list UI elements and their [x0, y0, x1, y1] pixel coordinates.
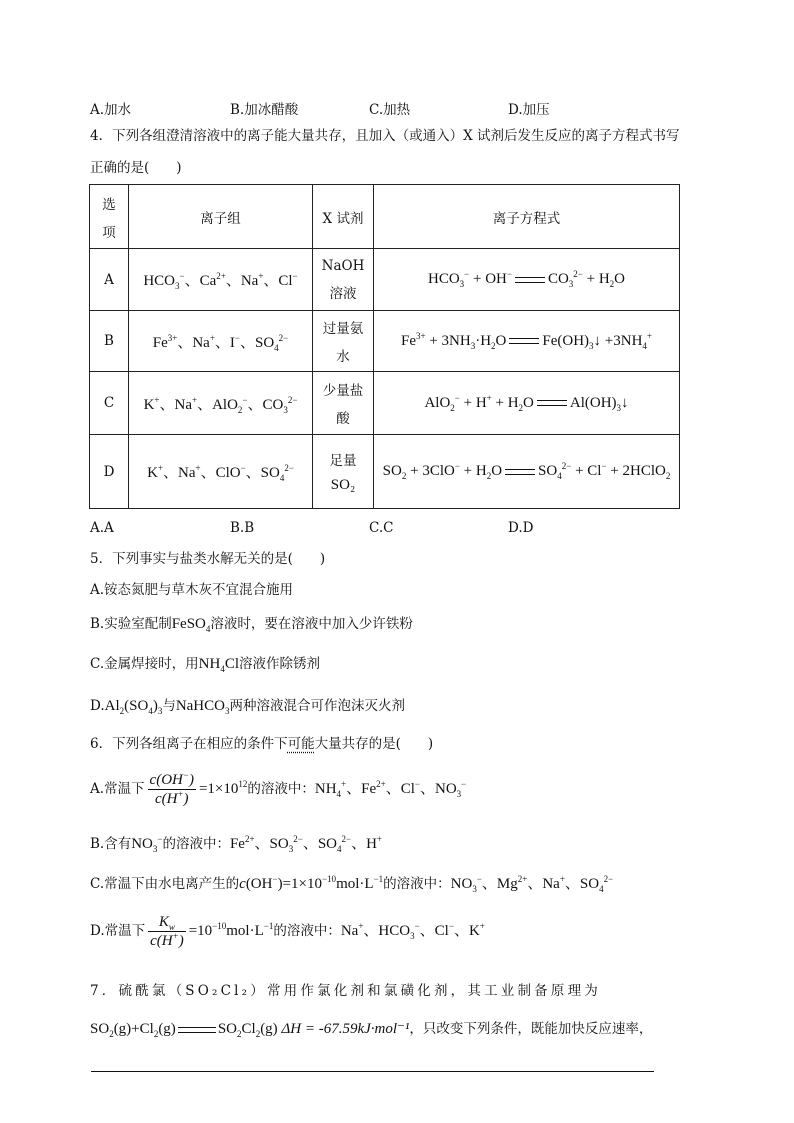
table-header-row [90, 185, 680, 249]
row-option: A [90, 249, 129, 311]
table-row [90, 372, 680, 435]
option-b: B.加冰醋酸 [230, 102, 299, 118]
q6-option-d: D.常温下 $\frac{K_w}{c(H^+)}$ $=10^{-10}mol\cdot L^{-1}$的溶液中：Na+、$HCO_3^-$、Cl−、K+ [90, 914, 485, 949]
q6-stem: 6．下列各组离子在相应的条件下可能大量共存的是( ) [90, 736, 434, 752]
ionic-equation: $SO_2 + 3ClO^- + H_2O$ $SO_4^{2-} + Cl^-$ + 2HClO$_2$ [374, 435, 680, 509]
option-a: A.加水 [90, 102, 132, 118]
ion-group: $Fe^{3+}$、Na+、I−、$SO_4^{2-}$ [129, 311, 313, 372]
header-reagent: X 试剂 [313, 185, 374, 249]
header-ion-group: 离子组 [129, 185, 313, 249]
ion-group: K+、Na+、ClO−、$SO_4^{2-}$ [129, 435, 313, 509]
q4-table [89, 184, 680, 509]
reagent: 足量 SO₂ [313, 435, 374, 509]
ion-group: K+、Na+、AlO$_2$−、$CO_3^{2-}$ [129, 372, 313, 435]
option-c: C.加热 [369, 102, 411, 118]
option-d: D.加压 [508, 102, 550, 118]
header-option: 选 项 [90, 185, 129, 249]
ionic-equation: $AlO_2^- + H^+ + H_2O$ $Al(OH)_3↓$ [374, 372, 680, 435]
q4-option-a: A.A [90, 520, 114, 536]
table-row [90, 249, 680, 311]
q4-stem-line2: 正确的是( ) [90, 160, 182, 176]
reagent: 过量氨 水 [313, 311, 374, 372]
table-row [90, 311, 680, 372]
q5-option-a: A.铵态氮肥与草木灰不宜混合施用 [90, 582, 294, 598]
q5-option-d: $D.Al_2(SO_4)_3$与NaHCO$_3$两种溶液混合可作泡沫灭火剂 [90, 698, 405, 716]
q4-stem-line1: 4．下列各组澄清溶液中的离子能大量共存，且加入（或通入）X 试剂后发生反应的离子方程式书写 [90, 128, 680, 144]
q5-option-c: C.金属焊接时，用$NH_4Cl$溶液作除锈剂 [90, 656, 320, 674]
reagent: NaOH 溶液 [313, 249, 374, 311]
ion-group: $HCO_3^-$、$Ca^{2+}$、Na+、Cl− [129, 249, 313, 311]
bottom-rule [91, 1071, 654, 1072]
reagent: 少量盐 酸 [313, 372, 374, 435]
row-option: D [90, 435, 129, 509]
q5-option-b: B.实验室配制FeSO$_4$溶液时，要在溶液中加入少许铁粉 [90, 616, 413, 634]
header-equation: 离子方程式 [374, 185, 680, 249]
q6-option-c: C.常温下由水电离产生的$c(OH^-)=1\times 10^{-10}mol\cdot L^{-1}$的溶液中：$NO_3^-$、$Mg^{2+}$、Na+、$SO_4^{2-}$ [90, 874, 614, 894]
ionic-equation: $HCO_3^- + OH^-$ $CO_3^{2-} + H_2O$ [374, 249, 680, 311]
q6-option-b: B.含有$NO_3^-$的溶液中：$Fe^{2+}$、$SO_3^{2-}$、$SO_4^{2-}$、H+ [90, 834, 382, 854]
q4-option-d: D.D [508, 520, 534, 536]
q4-option-c: C.C [369, 520, 394, 536]
q7-line2: $SO_2(g)+Cl_2(g)$ $SO_2Cl_2(g) \Delta H = -67.59kJ\cdot mol^{-1}$，只改变下列条件，既能加快反应速率， [90, 1021, 653, 1039]
q4-option-b: B.B [230, 520, 255, 536]
table-row [90, 435, 680, 509]
row-option: B [90, 311, 129, 372]
q5-stem: 5．下列事实与盐类水解无关的是( ) [90, 551, 326, 567]
q6-option-a: A.常温下 $\frac{c(OH^-)}{c(H^+)}$ $=1\times 10^{12}$的溶液中：$NH_4^+$、$Fe^{2+}$、Cl−、$NO_3^-$ [90, 770, 467, 807]
ionic-equation: $Fe^{3+} + 3NH_3\cdot H_2O$ $Fe(OH)_3↓ +3NH_4^+$ [374, 311, 680, 372]
q7-line1: 7．硫酰氯（SO₂Cl₂）常用作氯化剂和氯磺化剂，其工业制备原理为 [90, 983, 601, 999]
row-option: C [90, 372, 129, 435]
